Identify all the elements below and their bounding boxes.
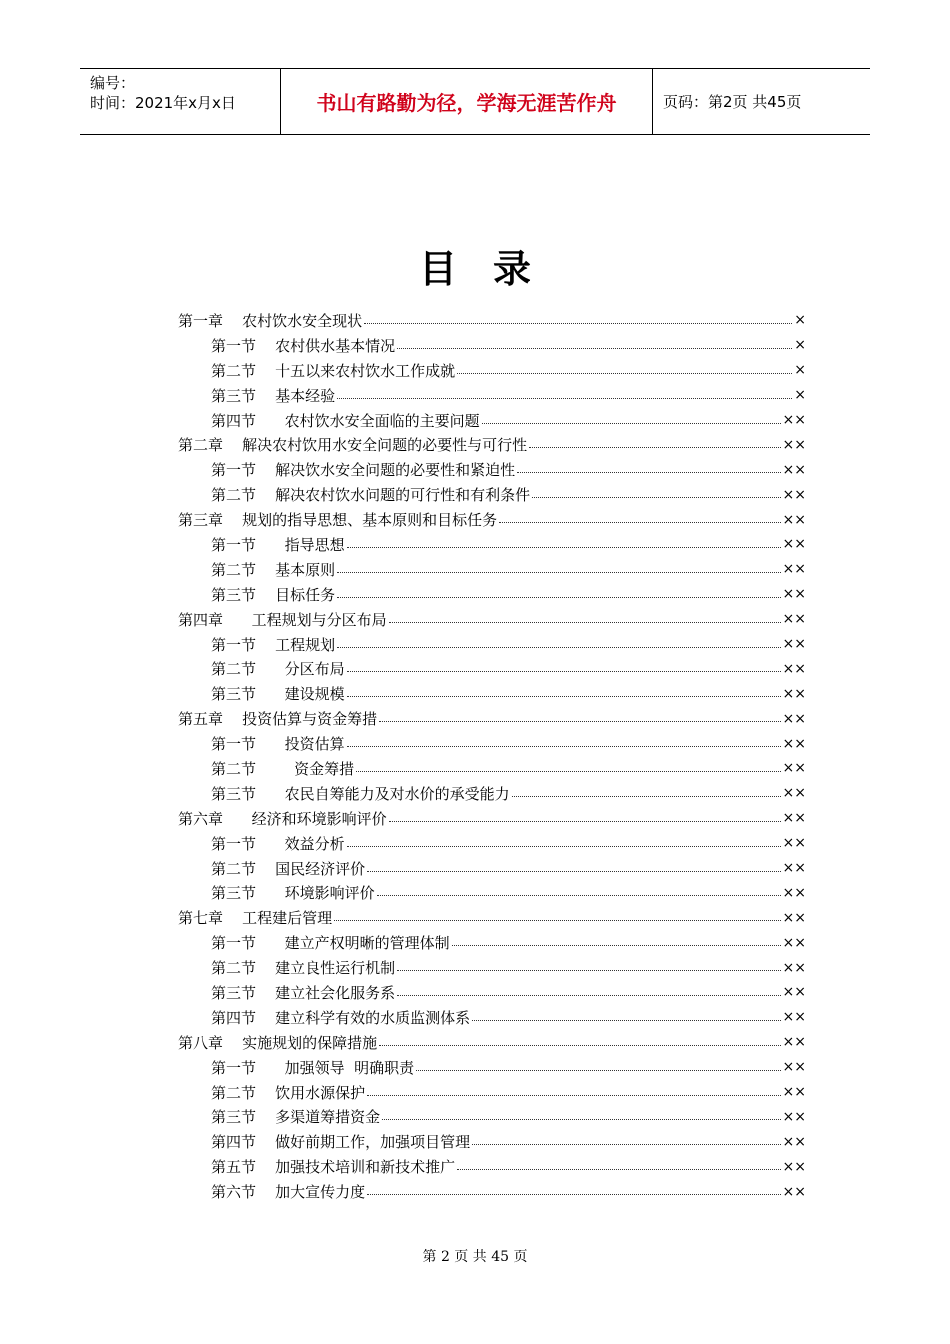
toc-section-entry[interactable] [178, 1179, 806, 1204]
toc-entry-page: ×× [782, 660, 806, 677]
toc-entry-page: × [794, 312, 806, 329]
toc-section-entry[interactable] [178, 358, 806, 383]
toc-section-entry[interactable] [178, 1154, 806, 1179]
toc-entry-label: 第八章 实施规划的保障措施 [178, 1033, 378, 1052]
toc-entry-label: 第二节 资金筹措 [211, 759, 355, 778]
toc-chapter-entry[interactable] [178, 905, 806, 930]
toc-section-entry[interactable] [178, 333, 806, 358]
toc-entry-label: 第四节 做好前期工作，加强项目管理 [211, 1133, 471, 1152]
toc-leader-dots [379, 721, 780, 722]
toc-chapter-entry[interactable] [178, 806, 806, 831]
toc-entry-page: ×× [782, 1034, 806, 1051]
toc-section-entry[interactable] [178, 980, 806, 1005]
toc-entry-label: 第三节 环境影响评价 [211, 884, 375, 903]
toc-leader-dots [337, 597, 780, 598]
toc-entry-label: 第一节 建立产权明晰的管理体制 [211, 934, 450, 953]
toc-entry-label: 第二节 国民经济评价 [211, 859, 366, 878]
toc-entry-page: ×× [782, 984, 806, 1001]
toc-chapter-entry[interactable] [178, 1030, 806, 1055]
toc-entry-label: 第三节 目标任务 [211, 585, 336, 604]
toc-leader-dots [367, 1095, 780, 1096]
toc-section-entry[interactable] [178, 831, 806, 856]
toc-entry-label: 第二节 解决农村饮水问题的可行性和有利条件 [211, 486, 531, 505]
toc-entry-page: ×× [782, 959, 806, 976]
toc-entry-page: ×× [782, 860, 806, 877]
header-number: 编号： [90, 74, 136, 92]
toc-section-entry[interactable] [178, 1105, 806, 1130]
toc-entry-page: ×× [782, 884, 806, 901]
toc-chapter-entry[interactable] [178, 607, 806, 632]
page-header [80, 68, 870, 135]
toc-leader-dots [389, 622, 781, 623]
toc-section-entry[interactable] [178, 582, 806, 607]
toc-entry-label: 第一节 农村供水基本情况 [211, 336, 396, 355]
toc-entry-page: ×× [782, 1158, 806, 1175]
toc-entry-page: ×× [782, 611, 806, 628]
toc-leader-dots [364, 323, 792, 324]
toc-section-entry[interactable] [178, 1055, 806, 1080]
toc-entry-page: × [794, 387, 806, 404]
toc-entry-label: 第四节 建立科学有效的水质监测体系 [211, 1008, 471, 1027]
toc-section-entry[interactable] [178, 955, 806, 980]
toc-leader-dots [529, 447, 780, 448]
toc-entry-page: ×× [782, 710, 806, 727]
toc-section-entry[interactable] [178, 681, 806, 706]
toc-section-entry[interactable] [178, 781, 806, 806]
toc-leader-dots [472, 1020, 780, 1021]
toc-entry-page: ×× [782, 461, 806, 478]
toc-entry-page: ×× [782, 934, 806, 951]
toc-entry-page: × [794, 362, 806, 379]
toc-section-entry[interactable] [178, 1080, 806, 1105]
toc-entry-page: ×× [782, 636, 806, 653]
toc-entry-label: 第五章 投资估算与资金筹措 [178, 710, 378, 729]
toc-entry-label: 第一节 解决饮水安全问题的必要性和紧迫性 [211, 461, 516, 480]
toc-entry-page: ×× [782, 436, 806, 453]
toc-entry-label: 第一节 加强领导 明确职责 [211, 1058, 415, 1077]
toc-leader-dots [367, 1194, 780, 1195]
toc-leader-dots [397, 970, 780, 971]
toc-leader-dots [457, 1169, 780, 1170]
toc-entry-page: ×× [782, 536, 806, 553]
toc-leader-dots [356, 771, 780, 772]
toc-leader-dots [416, 1070, 780, 1071]
toc-section-entry[interactable] [178, 1005, 806, 1030]
toc-leader-dots [337, 398, 792, 399]
toc-leader-dots [367, 871, 780, 872]
toc-section-entry[interactable] [178, 383, 806, 408]
toc-entry-page: × [794, 337, 806, 354]
toc-entry-page: ×× [782, 835, 806, 852]
toc-section-entry[interactable] [178, 756, 806, 781]
toc-entry-page: ×× [782, 1183, 806, 1200]
toc-chapter-entry[interactable] [178, 706, 806, 731]
toc-entry-label: 第三节 建立社会化服务系 [211, 983, 396, 1002]
toc-entry-label: 第六章 经济和环境影响评价 [178, 809, 387, 828]
toc-section-entry[interactable] [178, 930, 806, 955]
toc-entry-label: 第一节 指导思想 [211, 535, 345, 554]
toc-entry-label: 第一节 投资估算 [211, 735, 345, 754]
toc-entry-label: 第三节 建设规模 [211, 685, 345, 704]
toc-entry-page: ×× [782, 561, 806, 578]
toc-entry-label: 第二节 基本原则 [211, 560, 336, 579]
toc-leader-dots [472, 1144, 780, 1145]
toc-chapter-entry[interactable] [178, 507, 806, 532]
toc-leader-dots [457, 373, 792, 374]
toc-entry-label: 第一章 农村饮水安全现状 [178, 311, 363, 330]
toc-leader-dots [512, 796, 781, 797]
toc-entry-label: 第一节 效益分析 [211, 834, 345, 853]
toc-section-entry[interactable] [178, 632, 806, 657]
toc-leader-dots [347, 846, 781, 847]
toc-leader-dots [499, 522, 780, 523]
toc-entry-label: 第三节 基本经验 [211, 386, 336, 405]
toc-leader-dots [377, 895, 781, 896]
toc-leader-dots [452, 945, 781, 946]
toc-entry-page: ×× [782, 810, 806, 827]
toc-section-entry[interactable] [178, 482, 806, 507]
toc-leader-dots [347, 547, 781, 548]
page-footer: 第 2 页 共 45 页 [422, 1249, 528, 1265]
toc-entry-label: 第二章 解决农村饮用水安全问题的必要性与可行性 [178, 436, 528, 455]
toc-entry-label: 第一节 工程规划 [211, 635, 336, 654]
toc-section-entry[interactable] [178, 731, 806, 756]
toc-entry-label: 第二节 建立良性运行机制 [211, 959, 396, 978]
toc-entry-page: ×× [782, 1133, 806, 1150]
toc-section-entry[interactable] [178, 856, 806, 881]
toc-leader-dots [382, 1119, 780, 1120]
toc-entry-page: ×× [782, 685, 806, 702]
toc-entry-label: 第六节 加大宣传力度 [211, 1183, 366, 1202]
toc-leader-dots [337, 572, 780, 573]
toc-entry-page: ×× [782, 511, 806, 528]
toc-leader-dots [347, 696, 781, 697]
toc-section-entry[interactable] [178, 656, 806, 681]
toc-entry-label: 第三节 农民自筹能力及对水价的承受能力 [211, 784, 510, 803]
toc-entry-page: ×× [782, 1108, 806, 1125]
toc-leader-dots [347, 671, 781, 672]
toc-entry-page: ×× [782, 909, 806, 926]
toc-chapter-entry[interactable] [178, 308, 806, 333]
toc-entry-page: ×× [782, 412, 806, 428]
toc-entry-page: ×× [782, 1059, 806, 1076]
toc-entry-page: ×× [782, 760, 806, 777]
toc-chapter-entry[interactable] [178, 432, 806, 457]
toc-entry-page: ×× [782, 1084, 806, 1101]
toc-leader-dots [347, 746, 781, 747]
toc-section-entry[interactable] [178, 408, 806, 433]
toc-entry-label: 第二节 分区布局 [211, 660, 345, 679]
toc-entry-label: 第三章 规划的指导思想、基本原则和目标任务 [178, 511, 498, 530]
toc-section-entry[interactable] [178, 880, 806, 905]
toc-section-entry[interactable] [178, 1129, 806, 1154]
toc-section-entry[interactable] [178, 557, 806, 582]
toc-leader-dots [397, 995, 780, 996]
header-time: 时间：2021年x月x日 [90, 94, 236, 112]
toc-leader-dots [482, 423, 781, 424]
toc-entry-label: 第二节 饮用水源保护 [211, 1083, 366, 1102]
toc-entry-label: 第二节 十五以来农村饮水工作成就 [211, 361, 456, 380]
toc-entry-label: 第四节 农村饮水安全面临的主要问题 [211, 411, 480, 430]
toc-section-entry[interactable] [178, 457, 806, 482]
toc-entry-label: 第四章 工程规划与分区布局 [178, 610, 387, 629]
toc-leader-dots [517, 472, 780, 473]
toc-entry-page: ×× [782, 735, 806, 752]
header-meta [80, 69, 281, 134]
toc-entry-page: ×× [782, 586, 806, 603]
toc-leader-dots [334, 920, 780, 921]
toc-entry-label: 第七章 工程建后管理 [178, 909, 333, 928]
toc-leader-dots [397, 348, 792, 349]
toc-leader-dots [379, 1045, 780, 1046]
header-motto: 书山有路勤为径，学海无涯苦作舟 [281, 69, 653, 134]
toc-entry-page: ×× [782, 1009, 806, 1026]
toc-entry-page: ×× [782, 785, 806, 802]
toc-entry-label: 第三节 多渠道筹措资金 [211, 1108, 381, 1127]
toc-section-entry[interactable] [178, 532, 806, 557]
toc-entry-page: ×× [782, 486, 806, 503]
toc-entry-label: 第五节 加强技术培训和新技术推广 [211, 1158, 456, 1177]
toc-leader-dots [532, 497, 780, 498]
toc-leader-dots [389, 821, 781, 822]
header-page-info: 页码：第2页 共45页 [663, 93, 802, 111]
page-title: 目录 [418, 247, 567, 291]
table-of-contents [178, 308, 806, 1204]
toc-leader-dots [337, 647, 780, 648]
